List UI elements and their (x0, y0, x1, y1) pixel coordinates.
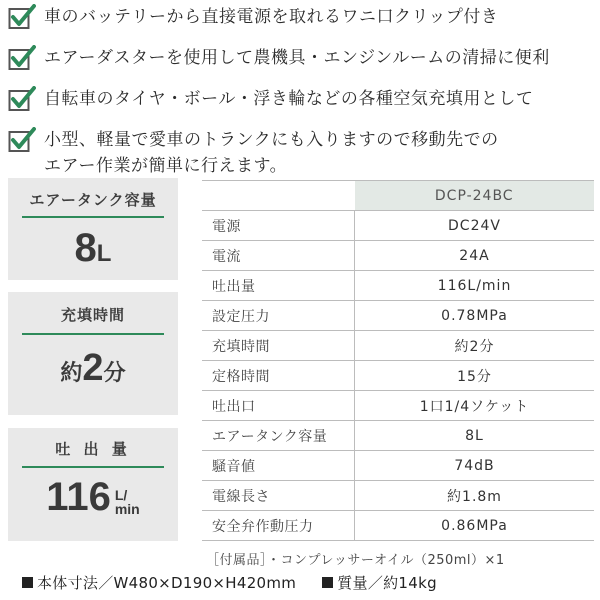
table-row (202, 481, 594, 511)
output-box (8, 428, 178, 541)
output-label: 吐 出 量 (55, 440, 131, 458)
fill-time-number: 2 (82, 347, 104, 389)
spec-header-blank (202, 181, 355, 211)
feature-item (8, 86, 596, 116)
feature-line: エアー作業が簡単に行えます。 (44, 156, 288, 176)
check-icon (8, 86, 44, 116)
spec-label: 安全弁作動圧力 (202, 511, 355, 541)
output-unit-top: L/ (114, 487, 128, 503)
spec-value: 24A (355, 241, 595, 271)
output-unit (115, 488, 140, 516)
spec-value: 1口1/4ソケット (355, 391, 595, 421)
spec-label: 電線長さ (202, 481, 355, 511)
check-icon (8, 127, 44, 157)
feature-line: エアーダスターを使用して農機具・エンジンルームの清掃に便利 (44, 48, 550, 68)
feature-text (44, 127, 499, 179)
fill-time-box (8, 292, 178, 415)
feature-item (8, 127, 596, 179)
spec-label: 電流 (202, 241, 355, 271)
fill-time-prefix: 約 (60, 360, 83, 385)
feature-text (44, 86, 533, 112)
spec-table (202, 180, 594, 541)
spec-value: 約1.8m (355, 481, 595, 511)
table-row (202, 511, 594, 541)
table-row (202, 421, 594, 451)
output-unit-bottom: min (114, 501, 140, 517)
feature-text (44, 4, 498, 30)
spec-value: 15分 (355, 361, 595, 391)
table-row (202, 361, 594, 391)
spec-label: 電源 (202, 211, 355, 241)
feature-list (8, 4, 596, 190)
feature-item (8, 45, 596, 75)
spec-value: DC24V (355, 211, 595, 241)
spec-table-header (202, 181, 594, 211)
spec-label: 吐出口 (202, 391, 355, 421)
spec-label: エアータンク容量 (202, 421, 355, 451)
spec-value: 74dB (355, 451, 595, 481)
spec-model-header: DCP-24BC (355, 181, 595, 211)
fill-time-label: 充填時間 (60, 306, 125, 324)
body-weight: 質量／約14kg (337, 574, 437, 592)
table-row (202, 211, 594, 241)
table-row (202, 241, 594, 271)
table-row (202, 301, 594, 331)
feature-text (44, 45, 550, 71)
tank-capacity-value (8, 218, 178, 271)
spec-table-body (202, 211, 594, 541)
output-number: 116 (46, 475, 111, 519)
body-dimensions: 本体寸法／W480×D190×H420mm (37, 574, 297, 592)
table-row (202, 451, 594, 481)
tank-capacity-box (8, 178, 178, 280)
table-row (202, 331, 594, 361)
dimensions-line (22, 572, 437, 593)
tank-capacity-unit: L (96, 240, 112, 267)
check-icon (8, 45, 44, 75)
feature-line: 小型、軽量で愛車のトランクにも入りますので移動先での (44, 130, 499, 150)
spec-label: 定格時間 (202, 361, 355, 391)
feature-line: 車のバッテリーから直接電源を取れるワニ口クリップ付き (44, 7, 499, 27)
table-row (202, 391, 594, 421)
fill-time-value (8, 335, 178, 390)
feature-item (8, 4, 596, 34)
spec-label: 充填時間 (202, 331, 355, 361)
fill-time-unit: 分 (103, 360, 126, 385)
tank-capacity-label: エアータンク容量 (29, 191, 157, 209)
table-row (202, 271, 594, 301)
spec-value: 約2分 (355, 331, 595, 361)
feature-line: 自転車のタイヤ・ボール・浮き輪などの各種空気充填用として (44, 89, 534, 109)
spec-value: 116L/min (355, 271, 595, 301)
check-icon (8, 4, 44, 34)
spec-value: 0.78MPa (355, 301, 595, 331)
tank-capacity-number: 8 (74, 226, 97, 270)
accessory-note: ［付属品］・コンプレッサーオイル（250ml）×1 (206, 553, 505, 568)
spec-label: 設定圧力 (202, 301, 355, 331)
square-bullet-icon (322, 577, 333, 588)
square-bullet-icon (22, 577, 33, 588)
spec-label: 騒音値 (202, 451, 355, 481)
spec-value: 8L (355, 421, 595, 451)
output-value (8, 468, 178, 520)
spec-value: 0.86MPa (355, 511, 595, 541)
spec-label: 吐出量 (202, 271, 355, 301)
